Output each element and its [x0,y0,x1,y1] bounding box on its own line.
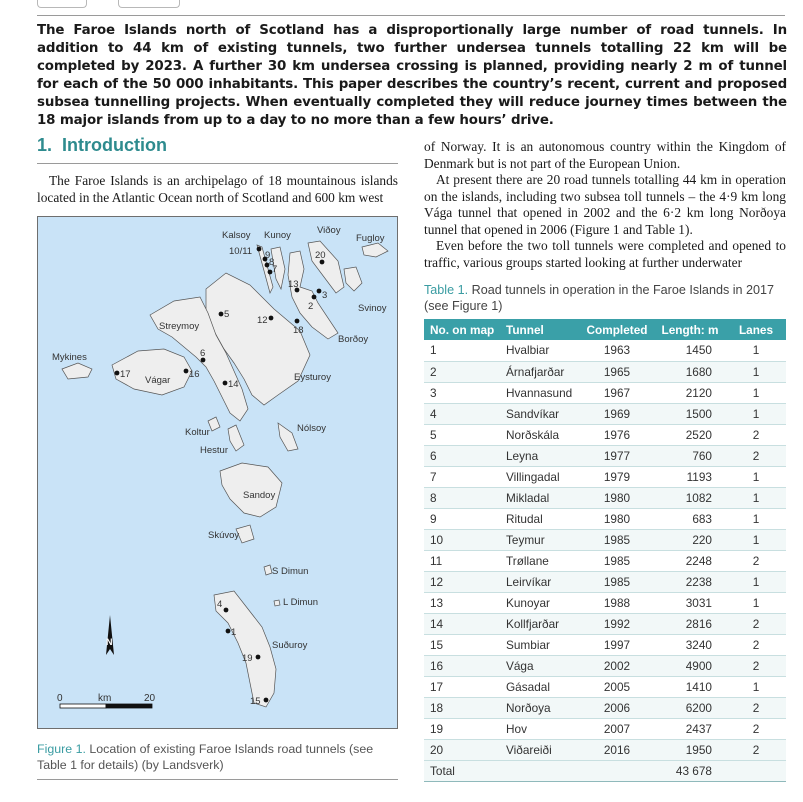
tunnel-marker-label: 18 [293,325,304,336]
island-label: Eysturoy [294,372,331,383]
table-row [424,655,786,676]
cell-completed: 1965 [580,361,654,382]
island-label: S Dimun [272,566,309,577]
scale-start: 0 [57,693,63,704]
island-hestur [228,425,244,451]
cell-length: 1082 [654,487,726,508]
header-rule [37,15,785,16]
table-row [424,340,786,361]
cell-lanes: 1 [726,487,786,508]
island-mykines [62,363,92,379]
cell-length: 1450 [654,340,726,361]
table-caption [424,282,786,314]
cell-length: 1410 [654,676,726,697]
island-label: Vágar [145,375,171,386]
tunnel-marker-label: 12 [257,315,268,326]
cell-completed: 1985 [580,529,654,550]
tunnel-marker-label: 4 [217,599,223,610]
cell-tunnel: Leyna [502,445,580,466]
cell-lanes: 1 [726,592,786,613]
cell-lanes: 1 [726,403,786,424]
cell-completed: 1985 [580,571,654,592]
cell-completed: 1980 [580,487,654,508]
tunnel-marker-label: 6 [200,348,206,359]
cell-tunnel: Norðskála [502,424,580,445]
cell-completed: 1963 [580,340,654,361]
table-row [424,508,786,529]
column-header: No. on map [424,319,502,340]
figure-caption [37,741,398,773]
cell-number: 15 [424,634,502,655]
cell-lanes: 2 [726,739,786,760]
island-label: Kunoy [264,230,291,241]
cell-number: 16 [424,655,502,676]
table-row [424,403,786,424]
tunnel-marker-label: 20 [315,250,326,261]
tunnel-marker-label: 8 [269,257,275,268]
cell-tunnel: Mikladal [502,487,580,508]
cell-length: 2120 [654,382,726,403]
intro-paragraph: of Norway. It is an autonomous country within the Kingdom of Denmark but is not part of the European Union. [424,139,786,171]
section-heading [37,135,167,156]
island-label: Fugloy [356,233,385,244]
cell-completed: 1992 [580,613,654,634]
table-row [424,382,786,403]
cell-completed: 1980 [580,508,654,529]
cell-completed: 1969 [580,403,654,424]
cell-tunnel: Kunoyar [502,592,580,613]
cell-tunnel: Norðoya [502,697,580,718]
tunnel-marker-label: 2 [308,301,314,312]
cell-lanes: 2 [726,655,786,676]
column-header: Tunnel [502,319,580,340]
cell-completed: 2005 [580,676,654,697]
cell-lanes: 2 [726,424,786,445]
island-l-dimun [274,600,280,606]
cell-completed: 2016 [580,739,654,760]
tunnel-marker-label: 14 [228,379,239,390]
cell-completed: 1967 [580,382,654,403]
cell-tunnel: Sandvíkar [502,403,580,424]
cell-tunnel: Trøllane [502,550,580,571]
island-label: L Dimun [283,597,319,608]
table-row [424,571,786,592]
island-suduroy [214,591,276,707]
island-label: Hestur [200,445,228,456]
cell-tunnel: Sumbiar [502,634,580,655]
cell-lanes: 2 [726,697,786,718]
cell-number: 1 [424,340,502,361]
cell-length: 760 [654,445,726,466]
cell-lanes: 1 [726,508,786,529]
cell-number: 17 [424,676,502,697]
table-row [424,550,786,571]
map-svg [38,217,397,728]
cell-length: 2248 [654,550,726,571]
table-caption-text: Road tunnels in operation in the Faroe Islands in 2017 (see Figure 1) [424,283,775,313]
cell-length: 1680 [654,361,726,382]
cell-length: 1193 [654,466,726,487]
island-nolsoy [278,423,298,451]
island-label: Borðoy [338,334,369,345]
tunnel-marker-label: 19 [242,653,253,664]
cell-length: 4900 [654,655,726,676]
tunnel-marker-label: 5 [224,309,230,320]
cell-length: 2520 [654,424,726,445]
cell-completed: 2002 [580,655,654,676]
cell-completed: 1979 [580,466,654,487]
cell-tunnel: Villingadal [502,466,580,487]
tunnel-marker-label: 13 [288,279,299,290]
cell-number: 13 [424,592,502,613]
scale-bar [57,693,156,708]
column-header: Completed [580,319,654,340]
cell-lanes: 2 [726,718,786,739]
cell-lanes: 1 [726,529,786,550]
north-arrow-icon [106,615,114,655]
cell-completed: 1997 [580,634,654,655]
island-s-dimun [264,565,272,575]
table-row [424,361,786,382]
abstract: The Faroe Islands north of Scotland has a disproportionally large number of road tunnels. In addition to 44 km of existing tunnels, two further undersea tunnels totalling 22 km will be completed by 2023. A further 30 km undersea crossing is planned, providing nearly 2 m of tunnel for each of the 50 000 inhabitants. This paper describes the country’s recent, current and proposed subsea tunnelling projects. When eventually completed they will reduce journey times between the 18 major islands from up to a day to no more than a few hours’ drive. [37,23,787,128]
table-row [424,676,786,697]
tunnel-marker-label: 7 [272,264,278,275]
cell-number: 20 [424,739,502,760]
table-total-row [424,760,786,781]
cell-completed: 1985 [580,550,654,571]
island-label: Nólsoy [297,423,327,434]
cell-length: 1950 [654,739,726,760]
intro-continuation [424,139,786,271]
figure-label: Figure 1. [37,742,86,756]
cell-length: 6200 [654,697,726,718]
cell-tunnel: Hvalbiar [502,340,580,361]
cell-length: 2437 [654,718,726,739]
cell-tunnel: Ritudal [502,508,580,529]
column-header: Lanes [726,319,786,340]
table-row [424,424,786,445]
total-value: 43 678 [654,760,726,781]
cell-length: 3240 [654,634,726,655]
cell-number: 3 [424,382,502,403]
figure-rule [37,779,398,780]
cell-number: 9 [424,508,502,529]
cell-lanes: 2 [726,634,786,655]
tunnel-marker-label: 16 [189,369,200,380]
cell-number: 6 [424,445,502,466]
tunnel-marker-label: 15 [250,696,261,707]
section-title: Introduction [62,135,168,155]
tunnel-marker-label: 10/11 [229,246,253,257]
cell-tunnel: Vága [502,655,580,676]
cell-number: 11 [424,550,502,571]
island-svinoy [344,267,362,291]
cell-length: 2816 [654,613,726,634]
cell-tunnel: Teymur [502,529,580,550]
island-label: Koltur [185,427,210,438]
cell-lanes: 1 [726,466,786,487]
section-rule [37,163,398,164]
island-fugloy [362,243,388,257]
intro-paragraph: The Faroe Islands is an archipelago of 18 mountainous islands located in the Atlantic Ocean north of Scotland and 600 km west [37,173,398,205]
island-label: Mykines [52,352,87,363]
cell-tunnel: Leirvíkar [502,571,580,592]
table-row [424,466,786,487]
table-row [424,592,786,613]
island-label: Skúvoy [208,530,240,541]
cell-length: 220 [654,529,726,550]
cell-completed: 1976 [580,424,654,445]
figure-map [37,216,398,729]
cell-tunnel: Gásadal [502,676,580,697]
cell-lanes: 1 [726,361,786,382]
cell-length: 683 [654,508,726,529]
cell-tunnel: Hov [502,718,580,739]
tunnel-marker-label: 3 [322,290,328,301]
scale-unit: km [98,693,112,704]
figure-caption-text: Location of existing Faroe Islands road tunnels (see Table 1 for details) (by Landsverk) [37,742,374,772]
island-label: Sandoy [243,490,276,501]
table-row [424,529,786,550]
intro-paragraph: Even before the two toll tunnels were completed and opened to traffic, various groups started looking at further underwater [424,238,786,270]
north-letter: N [106,637,113,647]
intro-paragraph: At present there are 20 road tunnels totalling 44 km in operation on the islands, including two subsea toll tunnels – the 4·9 km long Vága tunnel that opened in 2002 and the 6·2 km long Norðoya tunnel that opened in 2006 (Figure 1 and Table 1). [424,172,786,237]
header-tab [118,0,180,8]
island-label: Streymoy [159,321,200,332]
total-label: Total [424,760,502,781]
cell-number: 10 [424,529,502,550]
table-row [424,487,786,508]
cell-number: 19 [424,718,502,739]
cell-lanes: 1 [726,340,786,361]
cell-completed: 2007 [580,718,654,739]
table-row [424,739,786,760]
cell-lanes: 2 [726,445,786,466]
island-vidoy [308,241,344,293]
cell-completed: 2006 [580,697,654,718]
cell-number: 12 [424,571,502,592]
island-label: Svinoy [358,303,387,314]
cell-number: 18 [424,697,502,718]
tunnels-table [424,319,786,782]
tunnel-marker-label: 1 [231,627,237,638]
table-body [424,340,786,760]
cell-length: 2238 [654,571,726,592]
cell-completed: 1977 [580,445,654,466]
cell-length: 1500 [654,403,726,424]
tunnel-marker-label: 9 [265,250,271,261]
cell-lanes: 1 [726,676,786,697]
cell-number: 2 [424,361,502,382]
cell-number: 7 [424,466,502,487]
cell-number: 14 [424,613,502,634]
header-tab [37,0,87,8]
cell-lanes: 2 [726,550,786,571]
cell-number: 4 [424,403,502,424]
table-header-row [424,319,786,340]
cell-tunnel: Viðareiði [502,739,580,760]
table-row [424,634,786,655]
table-row [424,697,786,718]
table-row [424,445,786,466]
cell-completed: 1988 [580,592,654,613]
scale-end: 20 [144,693,156,704]
table-row [424,718,786,739]
island-label: Kalsoy [222,230,251,241]
island-label: Viðoy [317,225,341,236]
cell-number: 5 [424,424,502,445]
cell-lanes: 1 [726,382,786,403]
cell-number: 8 [424,487,502,508]
island-label: Suðuroy [272,640,308,651]
column-header: Length: m [654,319,726,340]
tunnel-marker-label: 17 [120,369,131,380]
cell-lanes: 2 [726,613,786,634]
cell-lanes: 1 [726,571,786,592]
cell-tunnel: Hvannasund [502,382,580,403]
table-label: Table 1. [424,283,469,297]
cell-tunnel: Kollfjarðar [502,613,580,634]
cell-length: 3031 [654,592,726,613]
cell-tunnel: Árnafjarðar [502,361,580,382]
section-number: 1. [37,135,53,155]
table-row [424,613,786,634]
